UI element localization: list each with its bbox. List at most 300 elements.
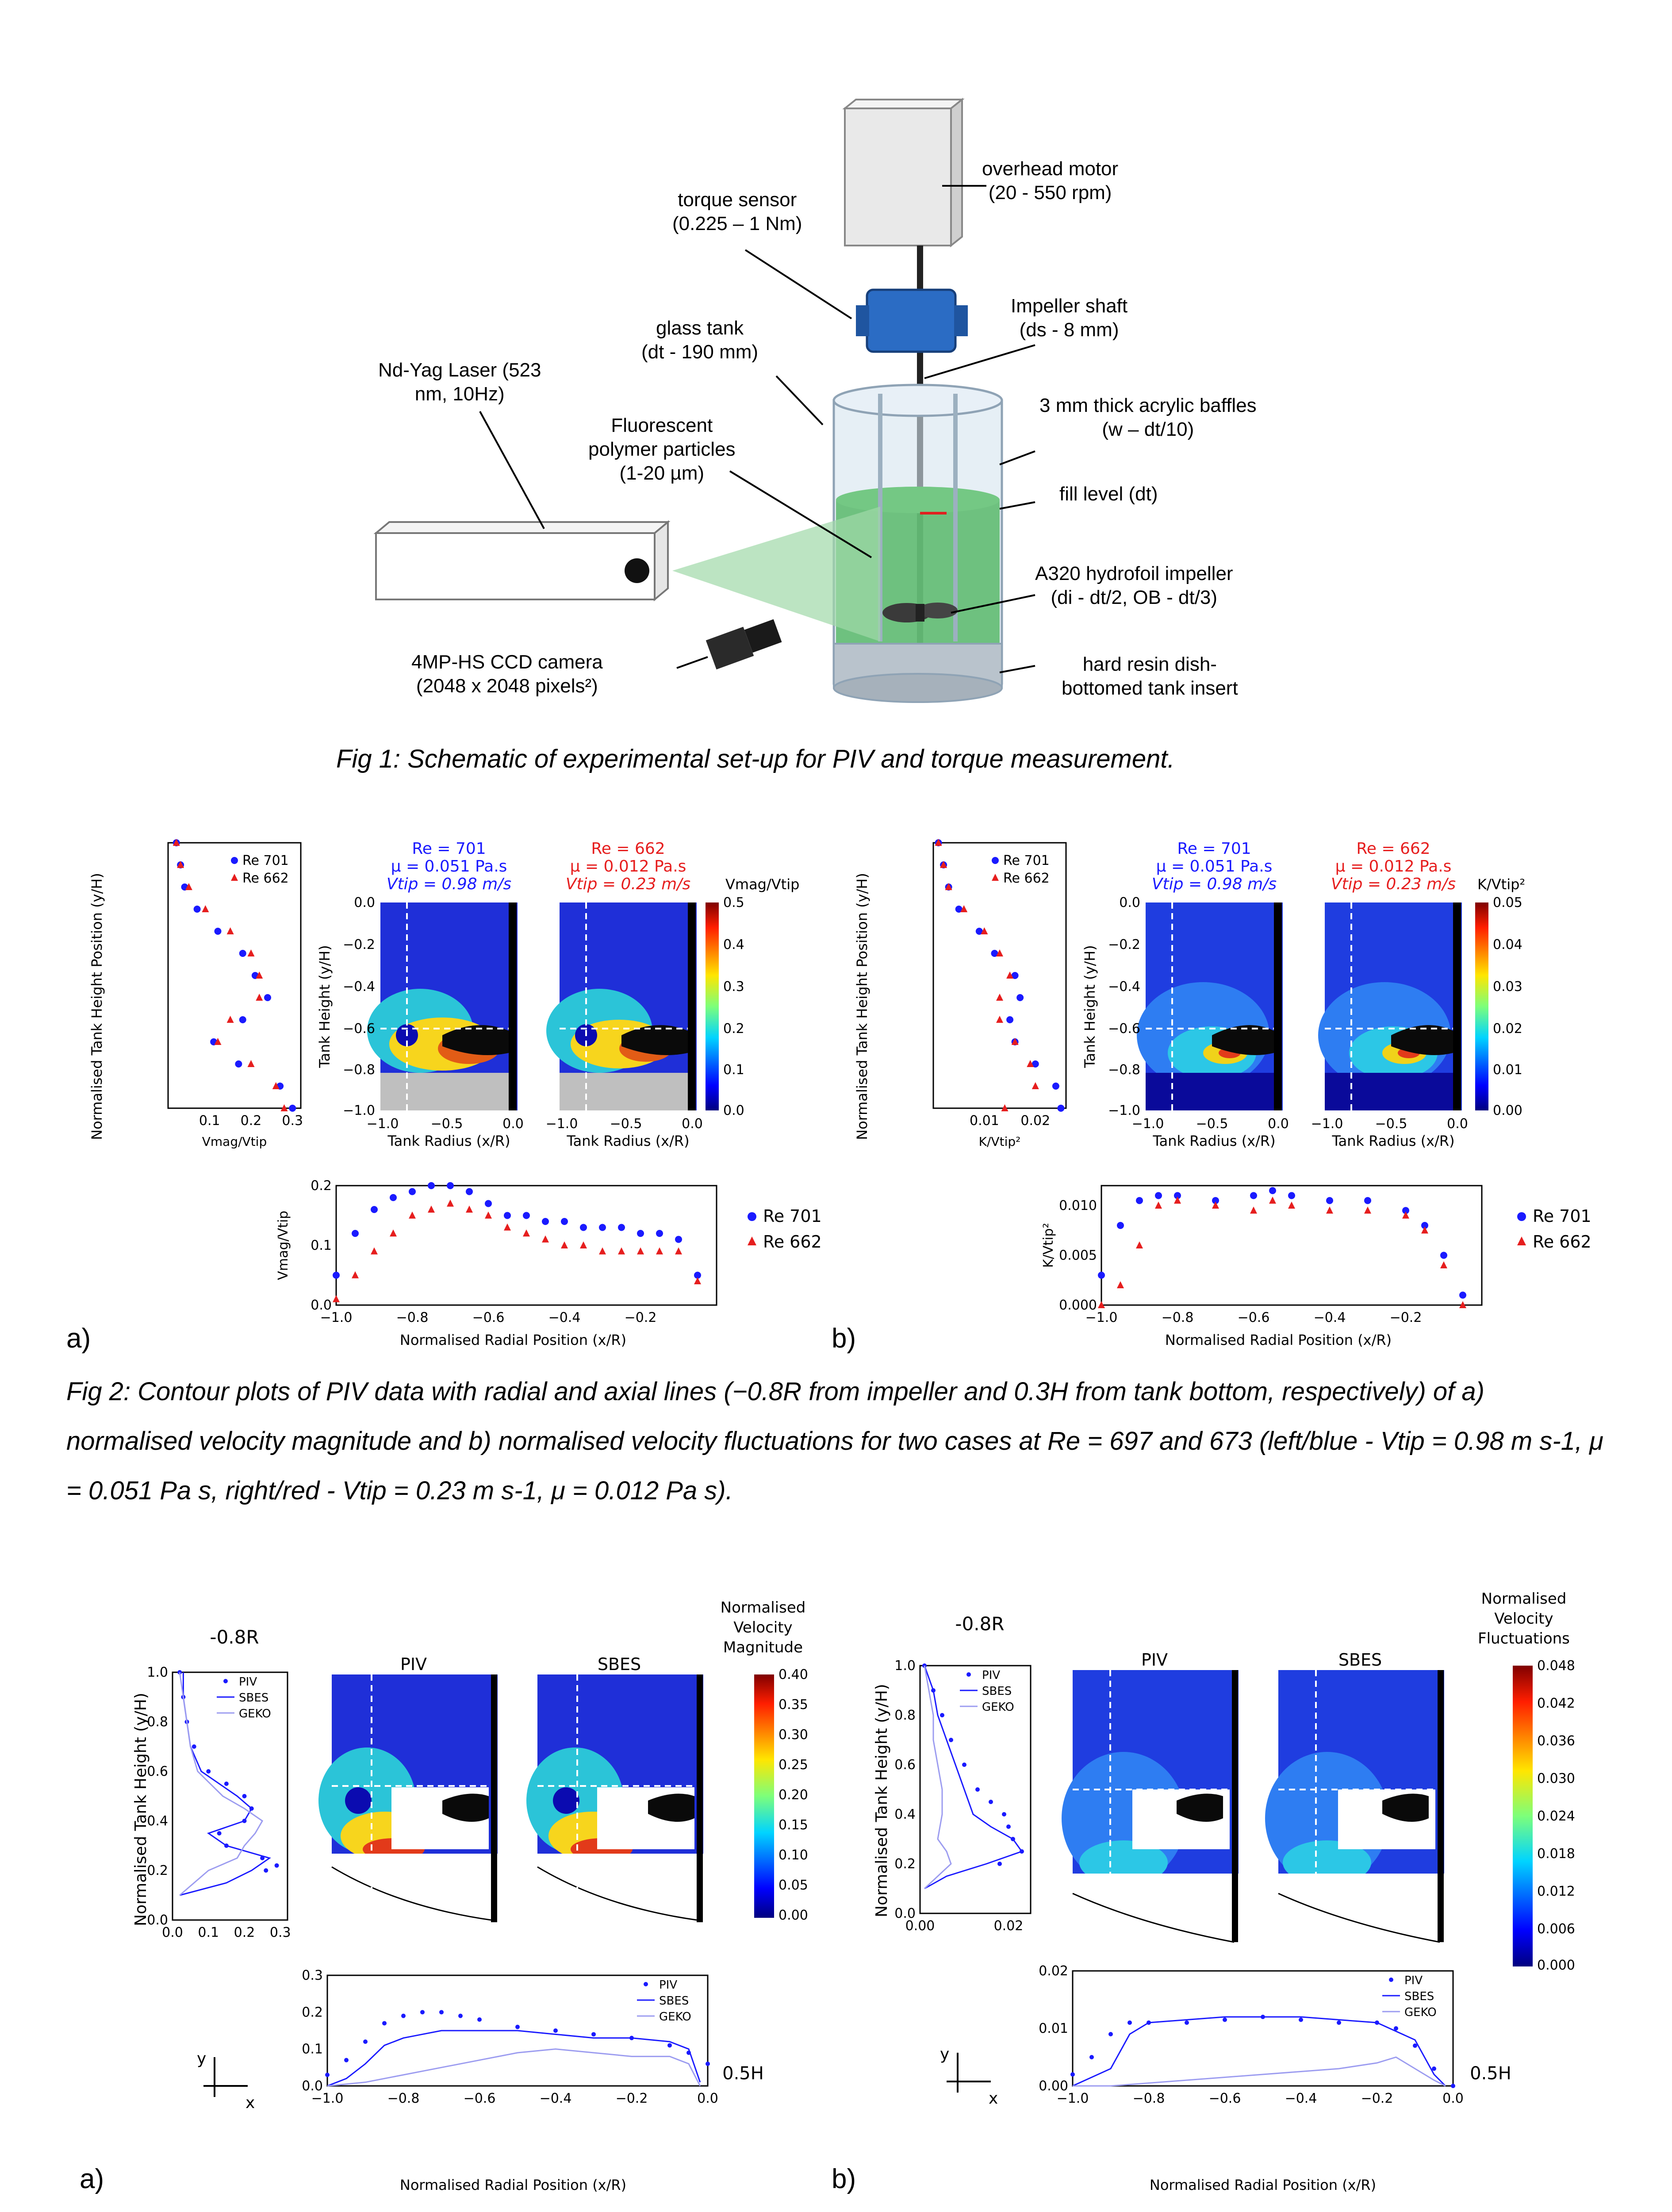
profile-ylabel: Normalised Tank Height (y/H) — [132, 1693, 150, 1926]
chart-4-ytick: 0.0 — [147, 1912, 168, 1928]
legend-entry: GEKO — [659, 2010, 691, 2024]
chart-6-point — [1002, 1812, 1006, 1816]
radial-xlabel: Normalised Radial Position (x/R) — [1165, 1332, 1392, 1348]
cbar-title: Magnitude — [723, 1639, 803, 1656]
chart-1-point — [542, 1218, 549, 1225]
torque-sensor-icon — [856, 290, 968, 352]
tick: 0.00 — [778, 1908, 808, 1923]
fig3b-contour-sbes — [1265, 1670, 1444, 1942]
chart-7-point — [1127, 2020, 1132, 2025]
tick: −0.5 — [1196, 1116, 1228, 1132]
tick: −0.8 — [1108, 1062, 1140, 1078]
height-label: 0.5H — [1470, 2063, 1511, 2084]
chart-0-point — [215, 928, 222, 935]
chart-3-point — [1326, 1197, 1333, 1204]
chart-1-xtick: −1.0 — [320, 1310, 353, 1325]
chart-5-point — [553, 2028, 558, 2033]
chart-3-point — [1136, 1241, 1143, 1248]
chart-5-point — [477, 2017, 482, 2022]
cbar-title: Normalised — [720, 1599, 806, 1617]
fig1-schematic — [0, 0, 1672, 779]
chart-0-xtick: 0.3 — [282, 1113, 303, 1129]
fig3a-contour-piv — [318, 1674, 498, 1922]
chart-6-point — [989, 1800, 993, 1804]
tick: 0.1 — [723, 1062, 744, 1078]
tick: 0.0 — [354, 895, 375, 910]
cbar-a-title: Vmag/Vtip — [725, 876, 800, 893]
tick: 0.0 — [1268, 1116, 1289, 1132]
chart-4-ytick: 0.8 — [147, 1714, 168, 1730]
chart-5-xtick: −0.4 — [539, 2091, 572, 2106]
legend-entry: Re 701 — [763, 1206, 822, 1226]
chart-3-point — [1440, 1261, 1447, 1268]
chart-1-point — [618, 1248, 625, 1255]
contour-ylabel: Tank Height (y/H) — [316, 945, 333, 1068]
chart-1-point — [333, 1295, 340, 1302]
contour-title: SBES — [1338, 1650, 1382, 1670]
tick: −0.6 — [343, 1021, 375, 1037]
chart-4-xtick: 0.3 — [269, 1925, 291, 1940]
chart-6-ytick: 0.6 — [894, 1757, 916, 1773]
chart-1-point — [428, 1206, 435, 1213]
legend-marker — [223, 1679, 228, 1683]
fig3-drawing — [0, 1588, 1672, 2199]
panel-label-a: a) — [80, 2164, 104, 2194]
chart-3-point — [1364, 1197, 1371, 1204]
tick: 0.2 — [723, 1021, 744, 1037]
laser-icon — [376, 522, 668, 599]
contour-xlabel: Tank Radius (x/R) — [567, 1133, 690, 1149]
panel-label-b: b) — [832, 2164, 856, 2194]
chart-2-point — [1006, 1016, 1013, 1023]
legend-entry: Re 662 — [1003, 871, 1050, 886]
chart-3-ytick: 0.000 — [1059, 1298, 1097, 1313]
tick: 0.10 — [778, 1847, 808, 1863]
chart-4-ytick: 0.6 — [147, 1764, 168, 1779]
chart-6-point — [1006, 1824, 1011, 1829]
chart-1-point — [694, 1277, 701, 1284]
chart-1-point — [466, 1188, 473, 1195]
chart-1-point — [656, 1230, 663, 1237]
tick: 0.0 — [1447, 1116, 1468, 1132]
chart-1-point — [618, 1224, 625, 1231]
shaft-label: Impeller shaft (ds - 8 mm) — [1011, 295, 1128, 341]
chart-6-point — [997, 1862, 1002, 1866]
chart-7-point — [1432, 2066, 1436, 2071]
chart-7-point — [1070, 2072, 1075, 2077]
axis-x: x — [245, 2094, 255, 2112]
chart-1-point — [599, 1224, 606, 1231]
axes-glyph-a — [197, 2050, 255, 2112]
chart-7-ytick: 0.01 — [1039, 2021, 1068, 2036]
tick: 0.20 — [778, 1787, 808, 1803]
legend-marker — [1389, 1978, 1393, 1982]
chart-1-ytick: 0.0 — [311, 1298, 332, 1313]
chart-6-ytick: 0.4 — [894, 1807, 916, 1822]
height-label: 0.5H — [722, 2063, 764, 2084]
legend-entry: GEKO — [1404, 2006, 1437, 2019]
profile-ylabel: Normalised Tank Height (y/H) — [873, 1684, 891, 1917]
fig2-charts — [168, 839, 1482, 1325]
chart-4-series-geko — [180, 1672, 262, 1895]
legend-marker — [966, 1672, 971, 1677]
chart-1-xtick: −0.8 — [396, 1310, 429, 1325]
radial-xlabel: Normalised Radial Position (x/R) — [399, 2177, 627, 2193]
chart-6-ytick: 0.8 — [894, 1708, 916, 1723]
legend-entry: SBES — [1404, 1990, 1434, 2003]
tick: 0.05 — [1493, 895, 1522, 910]
chart-7-ytick: 0.00 — [1039, 2078, 1068, 2094]
chart-0-point — [239, 950, 246, 957]
chart-5-point — [363, 2039, 368, 2044]
chart-1-point — [447, 1200, 454, 1207]
chart-5-point — [382, 2021, 387, 2025]
chart-1-point — [428, 1182, 435, 1189]
fig2-drawing — [0, 823, 1672, 1354]
chart-4-point — [224, 1782, 229, 1786]
chart-2-point — [996, 1016, 1003, 1023]
chart-6-point — [949, 1738, 953, 1742]
chart-2-xlabel: K/Vtip² — [978, 1134, 1021, 1149]
chart-4-point — [242, 1794, 247, 1798]
chart-3-point — [1155, 1192, 1162, 1199]
fig2a-contour-right — [546, 902, 697, 1110]
chart-3-point — [1269, 1197, 1276, 1204]
chart-6-point — [975, 1787, 980, 1792]
chart-3-point — [1288, 1202, 1295, 1209]
tick: −0.5 — [1375, 1116, 1407, 1132]
fig1-drawing — [0, 0, 1672, 779]
chart-4-xtick: 0.0 — [162, 1925, 183, 1940]
fig2-caption: Fig 2: Contour plots of PIV data with radial and axial lines (−0.8R from impeller and 0.3H from tank bottom, respectively) of a) normalised velocity magnitude and b) normalised velocity fluctuations for two cases at Re = 697 and 673 (left/blue - Vtip = 0.98 m s-1, μ = 0.051 Pa s, right/red - Vtip = 0.23 m s-1, μ = 0.012 Pa s). — [66, 1377, 1603, 1505]
chart-4-point — [206, 1769, 211, 1774]
fig2b-contour-left — [1137, 902, 1283, 1110]
legend-entry: Re 662 — [242, 871, 289, 886]
cbar-title: Fluctuations — [1478, 1630, 1570, 1647]
chart-0-point — [227, 1016, 234, 1023]
chart-2-point — [996, 994, 1003, 1001]
chart-7-point — [1299, 2018, 1303, 2022]
chart-0-point — [194, 906, 201, 913]
chart-1-point — [447, 1182, 454, 1189]
chart-1-point — [599, 1248, 606, 1255]
chart-7-xtick: −0.8 — [1132, 2091, 1165, 2106]
chart-1-xtick: −0.6 — [472, 1310, 505, 1325]
legend-entry: Re 701 — [1533, 1206, 1591, 1226]
legend-entry: Re 662 — [763, 1232, 822, 1252]
axis-x: x — [989, 2089, 998, 2108]
chart-6-ytick: 1.0 — [894, 1658, 916, 1674]
chart-5-ytick: 0.1 — [302, 2041, 323, 2057]
tick: 0.0 — [1119, 895, 1140, 910]
tick: −1.0 — [1108, 1103, 1140, 1118]
chart-1-xtick: −0.2 — [624, 1310, 657, 1325]
tick: 0.030 — [1537, 1771, 1575, 1786]
chart-1-point — [485, 1212, 492, 1219]
case-title: Vtip = 0.98 m/s — [1151, 875, 1277, 893]
profile-ylabel: Normalised Tank Height Position (y/H) — [854, 873, 871, 1140]
tick: −0.4 — [343, 979, 375, 995]
contour-xlabel: Tank Radius (x/R) — [387, 1133, 510, 1149]
case-title: μ = 0.051 Pa.s — [391, 857, 507, 876]
chart-5-point — [325, 2073, 330, 2077]
baffles-label: 3 mm thick acrylic baffles (w – dt/10) — [1039, 395, 1257, 440]
case-title: Vtip = 0.98 m/s — [386, 875, 512, 893]
fig3b-contour-piv — [1062, 1670, 1239, 1942]
chart-0-point — [248, 949, 255, 956]
chart-5-point — [706, 2062, 710, 2066]
fig1-caption: Fig 1: Schematic of experimental set-up for PIV and torque measurement. — [336, 745, 1175, 773]
case-title: μ = 0.012 Pa.s — [570, 857, 686, 876]
chart-4-xtick: 0.1 — [198, 1925, 219, 1940]
chart-3-point — [1250, 1206, 1257, 1214]
chart-3-ylabel: K/Vtip² — [1041, 1223, 1056, 1268]
tick: 0.40 — [778, 1667, 808, 1682]
chart-7-xtick: −1.0 — [1056, 2091, 1089, 2106]
insert-label: hard resin dish- bottomed tank insert — [1062, 653, 1238, 699]
chart-3-point — [1136, 1197, 1143, 1204]
chart-1-point — [409, 1212, 416, 1219]
tick: 0.4 — [723, 937, 744, 952]
chart-2-point — [1057, 1105, 1064, 1112]
tick: 0.01 — [1493, 1062, 1522, 1078]
tick: −0.2 — [1108, 937, 1140, 952]
legend-entry: Re 701 — [1003, 853, 1050, 868]
legend-entry: PIV — [1404, 1974, 1423, 1987]
chart-7-point — [1413, 2043, 1417, 2048]
chart-5-ytick: 0.2 — [302, 2005, 323, 2020]
chart-3-point — [1155, 1202, 1162, 1209]
tick: 0.012 — [1537, 1884, 1575, 1899]
tick: 0.05 — [778, 1878, 808, 1893]
chart-1-ylabel: Vmag/Vtip — [276, 1210, 291, 1280]
chart-3-ytick: 0.010 — [1059, 1198, 1097, 1214]
ccd-camera-icon — [706, 619, 782, 670]
tick: 0.024 — [1537, 1809, 1575, 1824]
tick: 0.25 — [778, 1757, 808, 1773]
chart-3-ytick: 0.005 — [1059, 1248, 1097, 1263]
tank-label: glass tank (dt - 190 mm) — [641, 317, 759, 363]
chart-7-point — [1451, 2084, 1455, 2088]
fig2-case-titles — [387, 840, 1456, 893]
chart-4-ytick: 0.2 — [147, 1863, 168, 1878]
case-title: Re = 662 — [591, 840, 665, 858]
chart-7-xtick: −0.2 — [1361, 2091, 1393, 2106]
tick: 0.00 — [1493, 1103, 1522, 1118]
tick: −0.2 — [343, 937, 375, 952]
chart-1-point — [409, 1188, 416, 1195]
tick: 0.35 — [778, 1697, 808, 1713]
chart-1-point — [637, 1248, 644, 1255]
chart-5-xtick: −1.0 — [311, 2091, 344, 2106]
chart-2-xtick: 0.02 — [1020, 1113, 1051, 1129]
chart-1-ytick: 0.1 — [311, 1238, 332, 1253]
chart-1-frame — [336, 1186, 717, 1305]
chart-1-point — [523, 1212, 530, 1219]
contour-ylabel: Tank Height (y/H) — [1081, 945, 1098, 1068]
chart-4-point — [192, 1744, 196, 1749]
fig2b-contour-right — [1318, 902, 1462, 1110]
radial-xlabel: Normalised Radial Position (x/R) — [399, 1332, 627, 1348]
case-title: Re = 662 — [1356, 840, 1430, 858]
chart-5-point — [458, 2014, 463, 2018]
contour-title: PIV — [400, 1655, 427, 1674]
chart-5-xtick: 0.0 — [697, 2091, 718, 2106]
fig3b-colorbar — [1513, 1666, 1533, 1966]
fig2a-contour-left — [367, 902, 518, 1110]
chart-5-point — [515, 2025, 520, 2029]
chart-6-series-geko — [924, 1666, 951, 1889]
chart-5-xtick: −0.2 — [615, 2091, 648, 2106]
legend-entry: SBES — [239, 1691, 269, 1705]
legend-entry: Re 701 — [242, 853, 289, 868]
tick: −1.0 — [1311, 1116, 1343, 1132]
chart-3-point — [1098, 1272, 1105, 1279]
case-title: μ = 0.012 Pa.s — [1335, 857, 1452, 876]
axis-y: y — [940, 2045, 950, 2063]
case-title: Vtip = 0.23 m/s — [565, 875, 691, 893]
chart-1-point — [333, 1272, 340, 1279]
tick: 0.000 — [1537, 1958, 1575, 1973]
chart-7-series-sbes — [1073, 2017, 1446, 2086]
chart-5-point — [344, 2058, 349, 2062]
chart-1-point — [675, 1248, 682, 1255]
case-title: Re = 701 — [412, 840, 486, 858]
chart-1-point — [542, 1236, 549, 1243]
overhead-motor-icon — [845, 100, 962, 246]
contour-title: PIV — [1141, 1650, 1168, 1670]
tick: 0.006 — [1537, 1921, 1575, 1937]
chart-7-point — [1337, 2020, 1341, 2025]
chart-3-point — [1288, 1192, 1295, 1199]
legend-entry: GEKO — [982, 1701, 1014, 1714]
chart-0-point — [227, 927, 234, 934]
chart-1-point — [371, 1248, 378, 1255]
contour-xlabel: Tank Radius (x/R) — [1332, 1133, 1455, 1149]
tick: 0.048 — [1537, 1658, 1575, 1674]
chart-4-point — [264, 1868, 268, 1873]
legend-entry: GEKO — [239, 1707, 271, 1720]
chart-0-point — [264, 994, 271, 1001]
tick: −0.5 — [430, 1116, 463, 1132]
tick: −0.8 — [343, 1062, 375, 1078]
fig3a-contour-sbes — [526, 1674, 703, 1922]
profile-title: -0.8R — [955, 1613, 1005, 1635]
axis-y: y — [197, 2050, 207, 2068]
chart-3-point — [1269, 1187, 1276, 1194]
chart-5-ytick: 0.3 — [302, 1968, 323, 1983]
legend-entry: PIV — [659, 1978, 678, 1992]
chart-4-ytick: 0.4 — [147, 1813, 168, 1829]
chart-1-point — [656, 1248, 663, 1255]
chart-2-point — [1032, 1082, 1039, 1089]
legend-marker — [644, 1982, 648, 1986]
fig3a-colorbar — [754, 1674, 774, 1918]
tick: 0.03 — [1493, 979, 1522, 995]
chart-5-point — [401, 2014, 406, 2018]
panel-label-b: b) — [832, 1323, 856, 1354]
light-sheet — [672, 507, 880, 641]
chart-5-ytick: 0.0 — [302, 2078, 323, 2094]
chart-3-point — [1117, 1281, 1124, 1288]
chart-1-xtick: −0.4 — [548, 1310, 581, 1325]
chart-1-ytick: 0.2 — [311, 1178, 332, 1194]
chart-5-series-sbes — [327, 2031, 700, 2086]
chart-7-point — [1108, 2032, 1113, 2036]
tick: −0.4 — [1108, 979, 1140, 995]
cbar-title: Velocity — [1494, 1610, 1553, 1628]
chart-5-series-geko — [327, 2049, 700, 2086]
chart-1-point — [637, 1230, 644, 1237]
chart-1-point — [504, 1212, 511, 1219]
tick: 0.042 — [1537, 1696, 1575, 1711]
radial-xlabel: Normalised Radial Position (x/R) — [1149, 2177, 1377, 2193]
chart-1-point — [466, 1206, 473, 1213]
chart-1-point — [390, 1194, 397, 1201]
chart-7-point — [1185, 2020, 1189, 2025]
chart-1-point — [580, 1224, 587, 1231]
chart-3-point — [1440, 1252, 1447, 1259]
chart-3-xtick: −0.2 — [1389, 1310, 1422, 1325]
tick: 0.0 — [682, 1116, 703, 1132]
chart-1-point — [390, 1229, 397, 1237]
chart-5-point — [420, 2010, 425, 2014]
chart-2-point — [1016, 994, 1024, 1001]
tick: 0.04 — [1493, 937, 1522, 952]
chart-7-xtick: −0.4 — [1285, 2091, 1317, 2106]
fig2-labels — [88, 873, 1525, 1348]
legend-entry: PIV — [982, 1669, 1001, 1682]
tick: −1.0 — [545, 1116, 578, 1132]
chart-0-point — [235, 1060, 242, 1068]
chart-6-xtick: 0.00 — [905, 1918, 935, 1934]
torque-label: torque sensor (0.225 – 1 Nm) — [672, 189, 802, 234]
chart-5-xtick: −0.6 — [463, 2091, 496, 2106]
chart-4-point — [217, 1831, 222, 1836]
chart-4-xtick: 0.2 — [234, 1925, 255, 1940]
legend-entry: Re 662 — [1533, 1232, 1591, 1252]
chart-3-xtick: −0.6 — [1237, 1310, 1270, 1325]
contour-title: SBES — [597, 1655, 641, 1674]
legend-entry: PIV — [239, 1675, 257, 1689]
cbar-title: Velocity — [733, 1619, 793, 1636]
chart-6-series-sbes — [924, 1666, 1022, 1889]
chart-3-xtick: −1.0 — [1085, 1310, 1118, 1325]
chart-1-point — [504, 1224, 511, 1231]
chart-0-xlabel: Vmag/Vtip — [202, 1134, 267, 1149]
chart-3-point — [1326, 1206, 1333, 1214]
tick: 0.036 — [1537, 1733, 1575, 1749]
contour-xlabel: Tank Radius (x/R) — [1153, 1133, 1276, 1149]
chart-4-point — [275, 1863, 279, 1868]
chart-0-xtick: 0.1 — [199, 1113, 220, 1129]
chart-3-xtick: −0.8 — [1161, 1310, 1194, 1325]
fig2-panel — [0, 823, 1672, 1354]
chart-5-point — [667, 2043, 672, 2047]
chart-6-ytick: 0.2 — [894, 1856, 916, 1872]
chart-5-point — [439, 2010, 444, 2014]
impeller-label: A320 hydrofoil impeller (di - dt/2, OB - dt/3) — [1035, 563, 1233, 608]
chart-7-series-geko — [1073, 2057, 1446, 2086]
chart-1-point — [561, 1218, 568, 1225]
tick: −0.5 — [610, 1116, 642, 1132]
motor-label: overhead motor (20 - 550 rpm) — [982, 158, 1119, 204]
cbar-title: Normalised — [1481, 1590, 1567, 1608]
tick: 0.15 — [778, 1817, 808, 1833]
chart-0-point — [202, 905, 209, 912]
chart-1-point — [352, 1230, 359, 1237]
legend-entry: SBES — [659, 1994, 689, 2008]
